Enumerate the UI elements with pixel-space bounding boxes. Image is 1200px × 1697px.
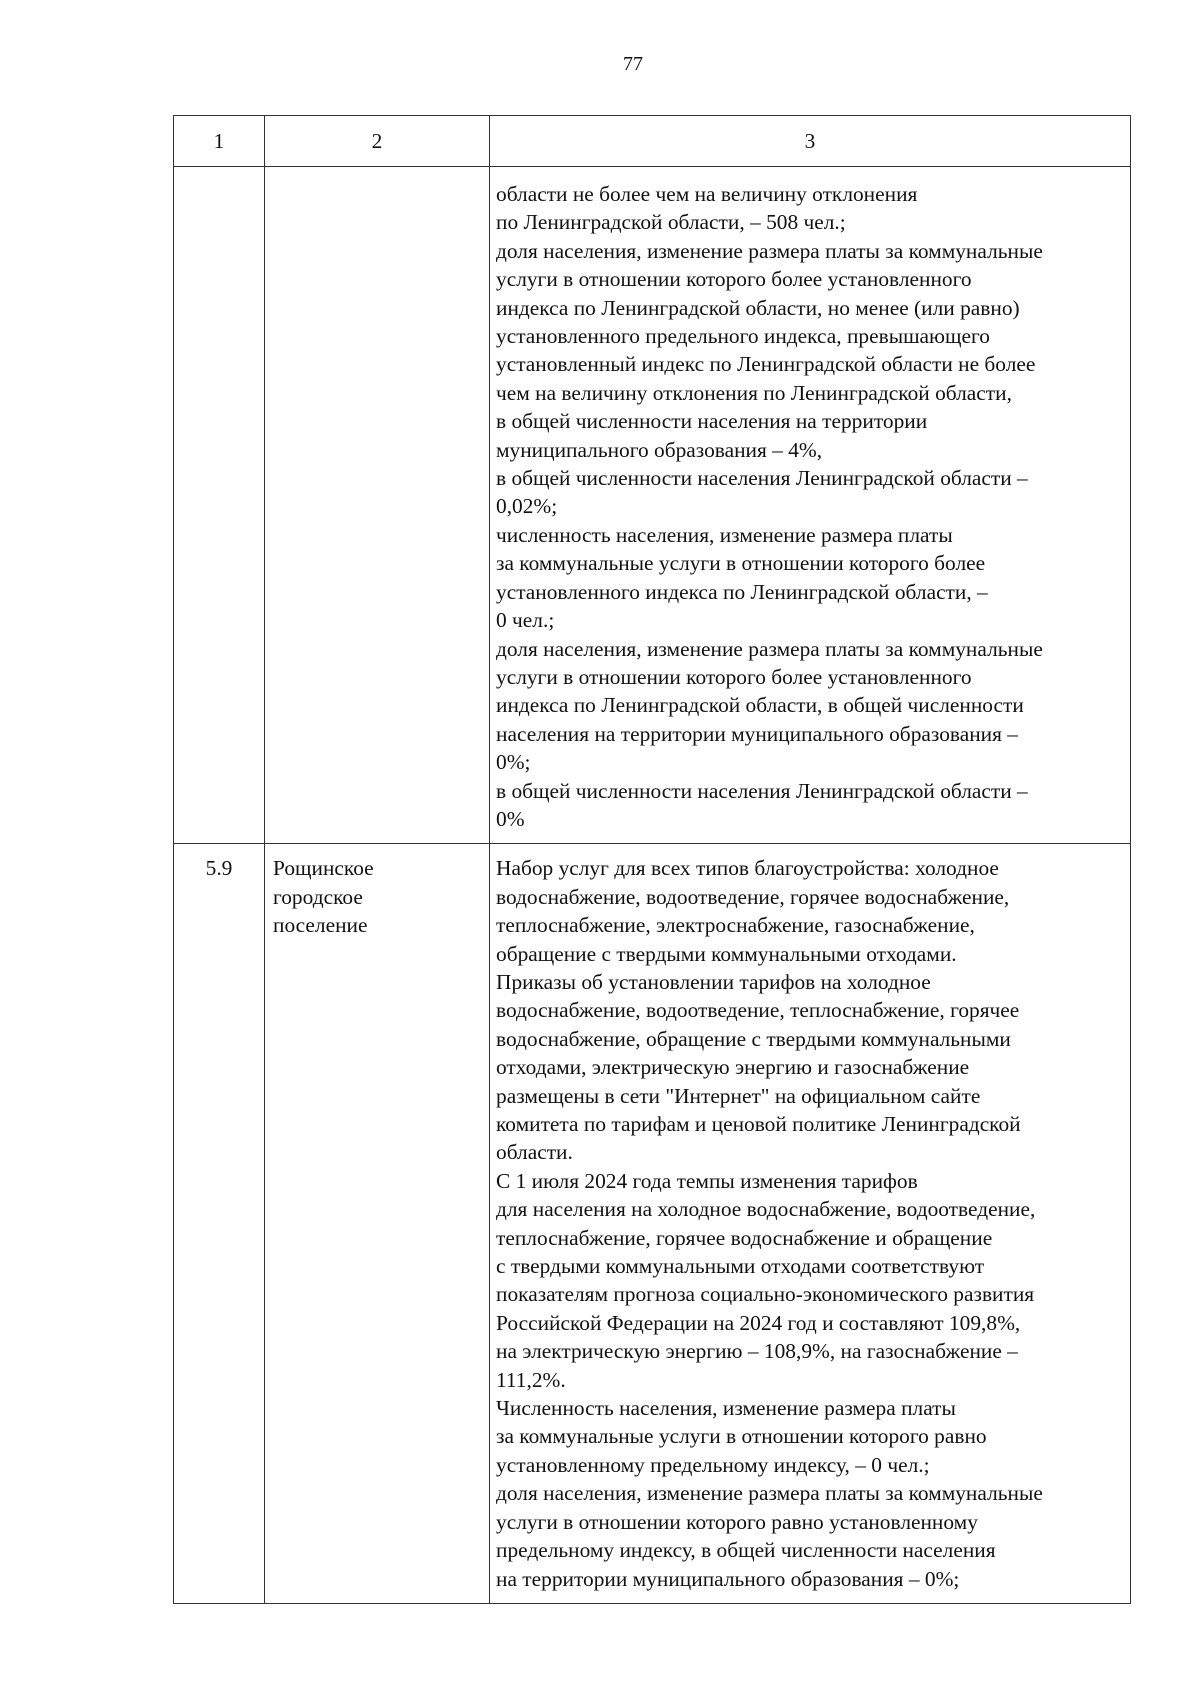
text-line: 0 чел.;: [496, 608, 555, 633]
text-line: за коммунальные услуги в отношении которого равно: [496, 1424, 987, 1449]
text-line: теплоснабжение, электроснабжение, газоснабжение,: [496, 913, 975, 938]
settlement-name-cell: [265, 844, 490, 1604]
text-line: размещены в сети "Интернет" на официальном сайте: [496, 1083, 981, 1108]
text-line: Приказы об установлении тарифов на холодное: [496, 969, 931, 994]
row-number-cell: 5.9: [174, 844, 265, 1604]
text-line: доля населения, изменение размера платы за коммунальные: [496, 636, 1043, 661]
text-line: в общей численности населения на территории: [496, 409, 928, 434]
text-line: с твердыми коммунальными отходами соответствуют: [496, 1254, 985, 1279]
text-line: установленного индекса по Ленинградской области, –: [496, 579, 988, 604]
text-line: Набор услуг для всех типов благоустройства: холодное: [496, 856, 999, 881]
text-line: области.: [496, 1140, 573, 1165]
text-line: услуги в отношении которого более установленного: [496, 267, 972, 292]
header-col-3: 3: [490, 116, 1131, 167]
text-line: доля населения, изменение размера платы за коммунальные: [496, 238, 1043, 263]
data-table: [173, 115, 1131, 1604]
text-line: в общей численности населения Ленинградской области –: [496, 778, 1028, 803]
text-line: Российской Федерации на 2024 год и составляют 109,8%,: [496, 1310, 1021, 1335]
text-line: водоснабжение, обращение с твердыми коммунальными: [496, 1026, 1011, 1051]
table-row: [174, 844, 1131, 1604]
text-line: за коммунальные услуги в отношении которого более: [496, 551, 986, 576]
text-line: Численность населения, изменение размера платы: [496, 1396, 956, 1421]
text-line: установленного предельного индекса, превышающего: [496, 324, 990, 349]
text-line: на электрическую энергию – 108,9%, на газоснабжение –: [496, 1339, 1018, 1364]
text-line: услуги в отношении которого более установленного: [496, 664, 972, 689]
text-line: поселение: [273, 913, 368, 938]
text-line: комитета по тарифам и ценовой политике Ленинградской: [496, 1112, 1021, 1136]
text-line: 0%: [496, 806, 525, 831]
text-line: индекса по Ленинградской области, в общей численности: [496, 693, 1024, 718]
header-col-1: 1: [174, 116, 265, 167]
text-line: в общей численности населения Ленинградской области –: [496, 466, 1028, 491]
table-row: [174, 167, 1131, 844]
text-line: области не более чем на величину отклонения: [496, 182, 918, 206]
text-line: чем на величину отклонения по Ленинградской области,: [496, 380, 1012, 405]
page-number: 77: [623, 53, 643, 75]
text-line: 0,02%;: [496, 494, 558, 519]
text-line: муниципального образования – 4%,: [496, 437, 823, 462]
text-line: показателям прогноза социально-экономического развития: [496, 1282, 1035, 1307]
description-cell: [490, 167, 1131, 844]
text-line: 0%;: [496, 750, 531, 775]
text-line: 111,2%.: [496, 1367, 566, 1392]
table-header-row: [174, 116, 1131, 167]
text-line: теплоснабжение, горячее водоснабжение и обращение: [496, 1225, 993, 1250]
text-line: услуги в отношении которого равно установленному: [496, 1509, 978, 1534]
text-line: по Ленинградской области, – 508 чел.;: [496, 210, 846, 235]
text-line: доля населения, изменение размера платы за коммунальные: [496, 1481, 1043, 1506]
text-line: С 1 июля 2024 года темпы изменения тарифов: [496, 1168, 918, 1193]
text-line: водоснабжение, водоотведение, горячее водоснабжение,: [496, 884, 1010, 909]
row-number-cell: [174, 167, 265, 844]
header-col-2: 2: [265, 116, 490, 167]
text-line: городское: [273, 884, 363, 909]
text-line: для населения на холодное водоснабжение, водоотведение,: [496, 1197, 1036, 1222]
text-line: отходами, электрическую энергию и газоснабжение: [496, 1055, 970, 1080]
text-line: предельному индексу, в общей численности населения: [496, 1538, 996, 1563]
description-cell: [490, 844, 1131, 1604]
text-line: на территории муниципального образования – 0%;: [496, 1566, 960, 1591]
text-line: водоснабжение, водоотведение, теплоснабжение, горячее: [496, 998, 1020, 1023]
text-line: численность населения, изменение размера платы: [496, 522, 953, 547]
text-line: Рощинское: [273, 856, 374, 881]
text-line: установленному предельному индексу, – 0 чел.;: [496, 1452, 930, 1477]
text-line: индекса по Ленинградской области, но менее (или равно): [496, 295, 1020, 320]
text-line: установленный индекс по Ленинградской области не более: [496, 352, 1036, 377]
settlement-name-cell: [265, 167, 490, 844]
text-line: населения на территории муниципального образования –: [496, 721, 1018, 746]
text-line: обращение с твердыми коммунальными отходами.: [496, 941, 957, 966]
